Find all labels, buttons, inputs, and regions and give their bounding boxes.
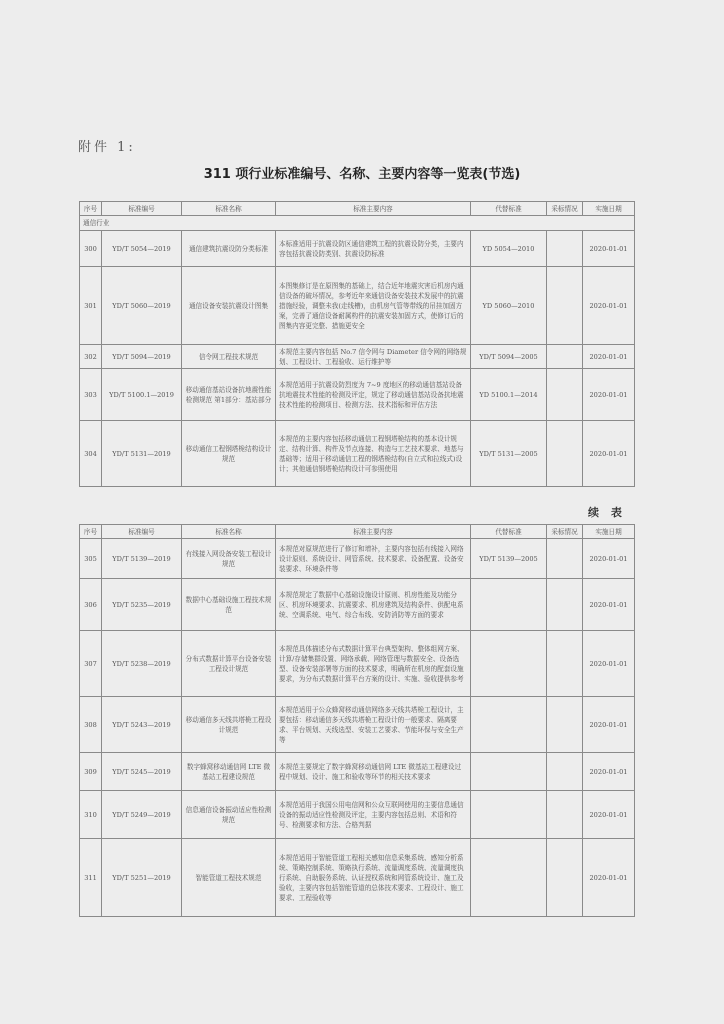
table-row	[80, 791, 635, 839]
row-content: 本图集修订是在原图集的基础上，结合近年地震灾害后机房内通信设备的破坏情况，参考近年来通信设备安装技术发展中的抗震措施经验，调整未我(走线槽)，由机房气管等带线的吊挂加固方案，完善了通信设备耐属构件的抗震安装加固方式，使修订后的图集内容更完整、措施更安全	[276, 267, 471, 345]
row-name: 数据中心基础设施工程技术规范	[182, 579, 276, 631]
row-date: 2020-01-01	[583, 369, 635, 421]
table-row	[80, 839, 635, 917]
row-no: 310	[80, 791, 102, 839]
row-code: YD/T 5251—2019	[102, 839, 182, 917]
header-cell: 标准主要内容	[276, 202, 471, 216]
row-no: 302	[80, 345, 102, 369]
row-date: 2020-01-01	[583, 579, 635, 631]
row-date: 2020-01-01	[583, 267, 635, 345]
row-no: 307	[80, 631, 102, 697]
table-row	[80, 697, 635, 753]
row-code: YD/T 5060—2019	[102, 267, 182, 345]
row-code: YD/T 5131—2019	[102, 421, 182, 487]
row-date: 2020-01-01	[583, 421, 635, 487]
row-name: 信息通信设备振动适应性检测规范	[182, 791, 276, 839]
row-date: 2020-01-01	[583, 539, 635, 579]
row-name: 有线接入网设备安装工程设计规范	[182, 539, 276, 579]
row-date: 2020-01-01	[583, 839, 635, 917]
table-header-row	[80, 525, 635, 539]
row-content: 本规范对原规范进行了修订和增补，主要内容包括有线接入网络设计原则、系统设计、网管系统、技术要求、设备配置、设备安装要求、环境条件等	[276, 539, 471, 579]
header-cell: 标准编号	[102, 202, 182, 216]
table-row	[80, 231, 635, 267]
row-replaces: YD 5060—2010	[471, 267, 547, 345]
header-cell: 代替标准	[471, 525, 547, 539]
row-name: 信令网工程技术规范	[182, 345, 276, 369]
row-adopt	[547, 369, 583, 421]
row-no: 300	[80, 231, 102, 267]
row-replaces	[471, 839, 547, 917]
row-replaces: YD 5100.1—2014	[471, 369, 547, 421]
category-row	[80, 216, 635, 231]
table-row	[80, 267, 635, 345]
row-replaces	[471, 631, 547, 697]
row-no: 304	[80, 421, 102, 487]
row-content: 本规范具体描述分布式数据计算平台典型架构、整体组网方案、计算/存储集群设置、网络承载、网络管理与数据安全、设备选型、设备安装部署等方面的技术要求，明确所在机房的配套设施要求，为分布式数据计算平台方案的设计、实施、验收提供参考	[276, 631, 471, 697]
row-name: 数字蜂窝移动通信网 LTE 微基站工程建设规范	[182, 753, 276, 791]
row-code: YD/T 5243—2019	[102, 697, 182, 753]
row-name: 移动通信工程钢塔桅结构设计规范	[182, 421, 276, 487]
row-date: 2020-01-01	[583, 631, 635, 697]
row-no: 311	[80, 839, 102, 917]
row-no: 306	[80, 579, 102, 631]
row-adopt	[547, 421, 583, 487]
row-content: 本规范的主要内容包括移动通信工程钢塔桅结构的基本设计规定、结构计算、构件及节点连接、构造与工艺技术要求、地基与基础等；适用于移动通信工程的钢塔桅结构(自立式和拉线式)设计；其他通信钢塔桅结构设计可参照使用	[276, 421, 471, 487]
row-date: 2020-01-01	[583, 791, 635, 839]
table-row	[80, 345, 635, 369]
table-row	[80, 753, 635, 791]
header-cell: 实施日期	[583, 202, 635, 216]
row-date: 2020-01-01	[583, 231, 635, 267]
table-row	[80, 579, 635, 631]
row-date: 2020-01-01	[583, 753, 635, 791]
row-adopt	[547, 231, 583, 267]
row-no: 303	[80, 369, 102, 421]
header-cell: 序号	[80, 202, 102, 216]
row-name: 智能管道工程技术规范	[182, 839, 276, 917]
row-no: 305	[80, 539, 102, 579]
row-adopt	[547, 579, 583, 631]
row-content: 本标准适用于抗震设防区通信建筑工程的抗震设防分类，主要内容包括抗震设防类别、抗震设防标准	[276, 231, 471, 267]
category-label: 通信行业	[80, 216, 635, 231]
attachment-label: 附件 1:	[78, 140, 136, 155]
table-row	[80, 631, 635, 697]
row-no: 308	[80, 697, 102, 753]
row-code: YD/T 5238—2019	[102, 631, 182, 697]
header-cell: 采标情况	[547, 525, 583, 539]
row-content: 本规范适用于抗震设防烈度为 7~9 度地区的移动通信基站设备抗地震技术性能的检测及评定，规定了移动通信基站设备抗地震技术性能的检测项目、检测方法、技术指标和评估方法	[276, 369, 471, 421]
row-replaces	[471, 579, 547, 631]
standards-table-part1	[79, 201, 635, 487]
row-content: 本规范适用于我国公用电信网和公众互联网使用的主要信息通信设备的振动适应性检测及评定，主要内容包括总则、术语和符号、检测要求和方法、合格判据	[276, 791, 471, 839]
row-name: 移动通信多天线共塔桅工程设计规范	[182, 697, 276, 753]
row-code: YD/T 5100.1—2019	[102, 369, 182, 421]
row-adopt	[547, 753, 583, 791]
row-replaces	[471, 753, 547, 791]
row-date: 2020-01-01	[583, 697, 635, 753]
row-content: 本规范适用于公众蜂窝移动通信网络多天线共塔桅工程设计，主要包括：移动通信多天线共塔桅工程设计的一般要求、隔离要求、平台规划、天线选型、安装工艺要求、节能环保与安全生产等	[276, 697, 471, 753]
row-content: 本规范规定了数据中心基础设施设计原则、机房性能及功能分区、机房环境要求、抗震要求、机房建筑及结构条件、供配电系统、空调系统、电气、综合布线、安防消防等方面的要求	[276, 579, 471, 631]
standards-table-part2	[79, 524, 635, 917]
row-adopt	[547, 697, 583, 753]
row-replaces	[471, 697, 547, 753]
header-cell: 标准名称	[182, 202, 276, 216]
row-content: 本规范主要内容包括 No.7 信令网与 Diameter 信令网的网络规划、工程设计、工程验收、运行维护等	[276, 345, 471, 369]
row-date: 2020-01-01	[583, 345, 635, 369]
row-adopt	[547, 267, 583, 345]
row-code: YD/T 5235—2019	[102, 579, 182, 631]
row-replaces: YD/T 5139—2005	[471, 539, 547, 579]
header-cell: 采标情况	[547, 202, 583, 216]
row-name: 通信设备安装抗震设计图集	[182, 267, 276, 345]
header-cell: 标准主要内容	[276, 525, 471, 539]
row-replaces: YD/T 5131—2005	[471, 421, 547, 487]
row-replaces: YD/T 5094—2005	[471, 345, 547, 369]
row-replaces	[471, 791, 547, 839]
row-adopt	[547, 539, 583, 579]
row-name: 通信建筑抗震设防分类标准	[182, 231, 276, 267]
table-row	[80, 539, 635, 579]
row-content: 本规范适用于智能管道工程相关感知信息采集系统、感知分析系统、策略控制系统、策略执行系统、流量调度系统、流量调度执行系统、自助服务系统、认证授权系统和网管系统设计、施工及验收，主要内容包括智能管道的总体技术要求、工程设计、施工要求、工程验收等	[276, 839, 471, 917]
row-no: 301	[80, 267, 102, 345]
row-code: YD/T 5249—2019	[102, 791, 182, 839]
table-header-row	[80, 202, 635, 216]
row-adopt	[547, 791, 583, 839]
row-adopt	[547, 839, 583, 917]
row-adopt	[547, 345, 583, 369]
page-title: 311 项行业标准编号、名称、主要内容等一览表(节选)	[203, 167, 521, 182]
row-adopt	[547, 631, 583, 697]
header-cell: 标准名称	[182, 525, 276, 539]
row-code: YD/T 5139—2019	[102, 539, 182, 579]
row-code: YD/T 5094—2019	[102, 345, 182, 369]
header-cell: 序号	[80, 525, 102, 539]
row-code: YD/T 5245—2019	[102, 753, 182, 791]
header-cell: 代替标准	[471, 202, 547, 216]
row-replaces: YD 5054—2010	[471, 231, 547, 267]
row-no: 309	[80, 753, 102, 791]
header-cell: 标准编号	[102, 525, 182, 539]
table-row	[80, 369, 635, 421]
table-row	[80, 421, 635, 487]
row-content: 本规范主要规定了数字蜂窝移动通信网 LTE 微基站工程建设过程中规划、设计、施工和验收等环节的相关技术要求	[276, 753, 471, 791]
row-name: 分布式数据计算平台设备安装工程设计规范	[182, 631, 276, 697]
row-code: YD/T 5054—2019	[102, 231, 182, 267]
header-cell: 实施日期	[583, 525, 635, 539]
row-name: 移动通信基站设备抗地震性能检测规范 第1部分：基站部分	[182, 369, 276, 421]
continued-label: 续 表	[588, 506, 626, 519]
